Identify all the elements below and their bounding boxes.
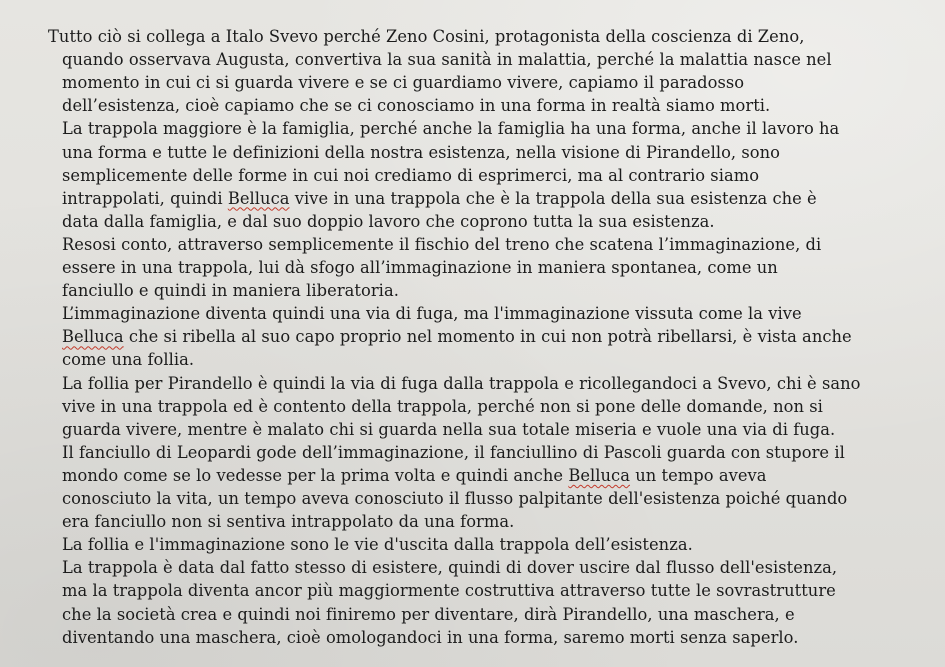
text-line: La trappola maggiore è la famiglia, perché anche la famiglia ha una forma, anche il lavoro ha [62,119,840,139]
text-line: momento in cui ci si guarda vivere e se ci guardiamo vivere, capiamo il paradosso [62,73,745,93]
text-line: quando osservava Augusta, convertiva la sua sanità in malattia, perché la malattia nasce nel [62,50,832,70]
text-line: La follia per Pirandello è quindi la via di fuga dalla trappola e ricollegandoci a Svevo, chi è sano [62,373,861,393]
text-line: era fanciullo non si sentiva intrappolato da una forma. [62,512,515,532]
text-line: dell’esistenza, cioè capiamo che se ci conosciamo in una forma in realtà siamo morti. [62,96,771,116]
text-line: semplicemente delle forme in cui noi crediamo di esprimerci, ma al contrario siamo [62,165,760,185]
text-line: una forma e tutte le definizioni della nostra esistenza, nella visione di Pirandello, sono [62,142,781,162]
text-line: fanciullo e quindi in maniera liberatoria. [62,281,399,301]
text-line: che la società crea e quindi noi finiremo per diventare, dirà Pirandello, una maschera, e [62,604,795,624]
text-line: diventando una maschera, cioè omologandoci in una forma, saremo morti senza saperlo. [62,627,799,647]
misspelled-word: Belluca [62,327,124,347]
text-line: Il fanciullo di Leopardi gode dell’immaginazione, il fanciullino di Pascoli guarda con stupore il [62,442,845,462]
text-line: vive in una trappola ed è contento della trappola, perché non si pone delle domande, non si [62,396,823,416]
text-line: guarda vivere, mentre è malato chi si guarda nella sua totale miseria e vuole una via di fuga. [62,419,836,439]
text-line: intrappolati, quindi Belluca vive in una trappola che è la trappola della sua esistenza che è [62,188,817,208]
text-line: Tutto ciò si collega a Italo Svevo perché Zeno Cosini, protagonista della coscienza di Zeno, [48,27,805,46]
text-line: La trappola è data dal fatto stesso di esistere, quindi di dover uscire dal flusso dell'esistenza, [62,558,838,578]
text-line: La follia e l'immaginazione sono le vie d'uscita dalla trappola dell’esistenza. [62,535,693,555]
misspelled-word: Belluca [568,465,630,485]
text-line: L’immaginazione diventa quindi una via di fuga, ma l'immaginazione vissuta come la vive [62,304,802,324]
text-line: essere in una trappola, lui dà sfogo all’immaginazione in maniera spontanea, come un [62,258,778,277]
text-line: come una follia. [62,350,195,370]
text-line: data dalla famiglia, e dal suo doppio lavoro che coprono tutta la sua esistenza. [62,211,715,231]
text-line: Belluca che si ribella al suo capo proprio nel momento in cui non potrà ribellarsi, è vista anche [62,327,852,347]
misspelled-word: Belluca [227,188,290,208]
text-line: mondo come se lo vedesse per la prima volta e quindi anche Belluca un tempo aveva [62,465,767,485]
text-line: conosciuto la vita, un tempo aveva conosciuto il flusso palpitante dell'esistenza poiché quando [62,489,848,508]
text-line: ma la trappola diventa ancor più maggiormente costruttiva attraverso tutte le sovrastrutture [62,581,836,601]
text-line: Resosi conto, attraverso semplicemente il fischio del treno che scatena l’immaginazione, di [62,234,822,254]
